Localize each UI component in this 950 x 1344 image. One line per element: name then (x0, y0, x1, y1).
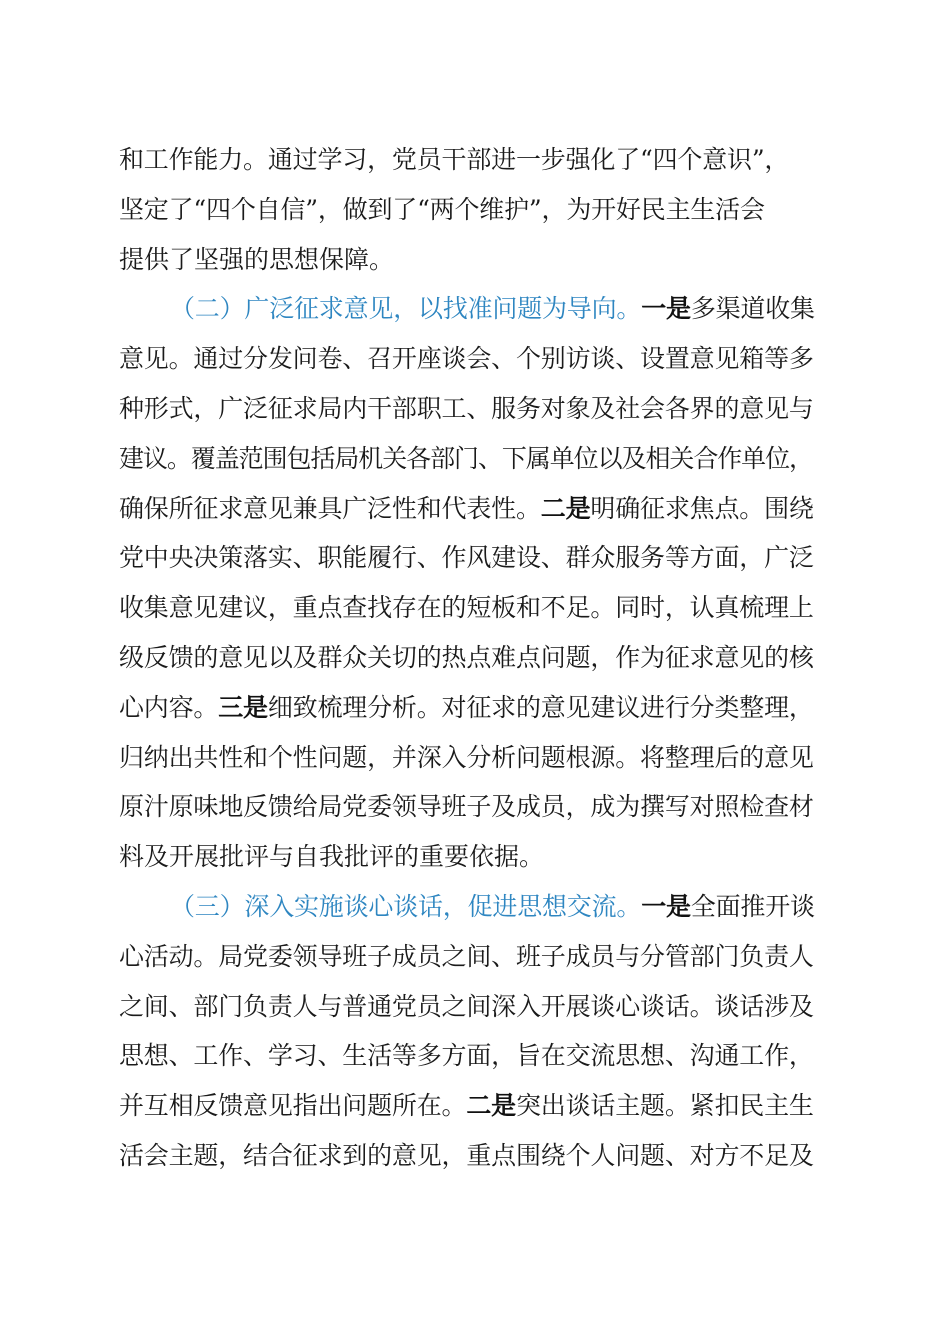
paragraph-line (119, 633, 819, 683)
paragraph-line (119, 334, 819, 384)
body-text: 料及开展批评与自我批评的重要依据。 (119, 842, 545, 872)
body-text: 心内容。 (119, 692, 219, 722)
body-text: 并互相反馈意见指出问题所在。 (119, 1091, 467, 1121)
body-text: 收集意见建议，重点查找存在的短板和不足。同时，认真梳理上 (119, 593, 814, 623)
paragraph-line (119, 932, 819, 982)
paragraph-line (119, 1131, 819, 1181)
bold-lead-text: 一是 (641, 892, 691, 921)
paragraph-line (119, 683, 819, 733)
paragraph-line (119, 434, 819, 484)
body-text: 确保所征求意见兼具广泛性和代表性。 (119, 493, 541, 523)
paragraph-line (119, 982, 819, 1032)
body-text: 党中央决策落实、职能履行、作风建设、群众服务等方面，广泛 (119, 543, 814, 573)
body-text: 全面推开谈 (690, 892, 815, 921)
body-text: 明确征求焦点。围绕 (590, 493, 814, 523)
bold-lead-text: 二是 (466, 1091, 516, 1121)
bold-lead-text: 一是 (641, 294, 691, 324)
paragraph-line (119, 384, 819, 434)
body-text: 之间、部门负责人与普通党员之间深入开展谈心谈话。谈话涉及 (119, 991, 814, 1021)
paragraph-line (119, 782, 819, 832)
bold-lead-text: 三是 (218, 692, 268, 722)
paragraph-line (119, 484, 819, 534)
paragraph-line (119, 235, 819, 285)
paragraph-line (119, 1031, 819, 1081)
body-text: 突出谈话主题。紧扣民主生 (515, 1091, 814, 1121)
body-text: 多渠道收集 (690, 294, 815, 324)
paragraph-line (119, 583, 819, 633)
section-heading-line (170, 882, 820, 932)
body-text: 活会主题，结合征求到的意见，重点围绕个人问题、对方不足及 (119, 1141, 814, 1170)
paragraph-line (119, 733, 819, 783)
body-text: 级反馈的意见以及群众关切的热点难点问题，作为征求意见的核 (119, 643, 814, 672)
body-text: 和工作能力。通过学习，党员干部进一步强化了“四个意识”， (119, 145, 790, 174)
paragraph-line (119, 533, 819, 583)
body-text: 细致梳理分析。对征求的意见建议进行分类整理， (267, 692, 814, 722)
body-text: 原汁原味地反馈给局党委领导班子及成员，成为撰写对照检查材 (119, 792, 814, 822)
body-text: 意见。通过分发问卷、召开座谈会、个别访谈、设置意见箱等多 (119, 344, 814, 374)
body-text: 建议。覆盖范围包括局机关各部门、下属单位以及相关合作单位， (119, 443, 813, 473)
section-heading-text: （二）广泛征求意见，以找准问题为导向。 (170, 294, 642, 324)
section-heading-text: （三）深入实施谈心谈话，促进思想交流。 (170, 892, 642, 921)
body-text: 种形式，广泛征求局内干部职工、服务对象及社会各界的意见与 (119, 394, 814, 423)
body-text: 提供了坚强的思想保障。 (119, 244, 395, 274)
paragraph-line (119, 135, 819, 185)
paragraph-line (119, 1081, 819, 1131)
paragraph-line (119, 832, 819, 882)
section-heading-line (170, 284, 820, 334)
body-text: 坚定了“四个自信”，做到了“两个维护”，为开好民主生活会 (119, 194, 765, 224)
paragraph-line (119, 185, 819, 235)
body-text: 归纳出共性和个性问题，并深入分析问题根源。将整理后的意见 (119, 742, 814, 772)
body-text: 思想、工作、学习、生活等多方面，旨在交流思想、沟通工作， (119, 1041, 814, 1071)
bold-lead-text: 二是 (540, 493, 591, 523)
body-text: 心活动。局党委领导班子成员之间、班子成员与分管部门负责人 (119, 941, 814, 971)
